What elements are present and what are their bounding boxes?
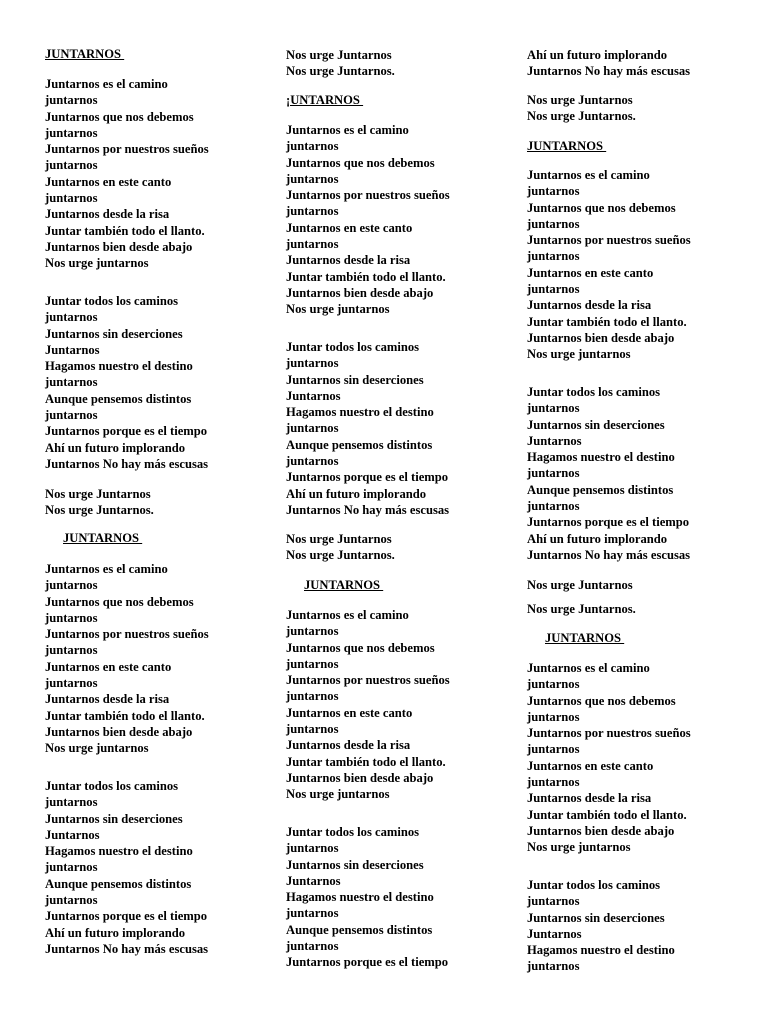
lyric-line: Juntarnos desde la risa — [527, 791, 652, 806]
lyric-line: Juntarnos porque es el tiempo — [527, 515, 690, 530]
lyric-line: Nos urge Juntarnos. — [286, 548, 395, 563]
lyric-line: Juntar todos los caminos — [286, 825, 420, 839]
lyric-line: Juntarnos sin deserciones — [527, 417, 665, 432]
lyric-line: juntarnos — [527, 216, 580, 231]
lyric-line: Hagamos nuestro el destino — [527, 943, 675, 958]
lyric-line: juntarnos — [527, 249, 580, 264]
lyric-line: Juntarnos en este canto — [286, 220, 413, 235]
stanza-1 — [45, 561, 209, 757]
title — [527, 630, 624, 646]
lyric-line: Juntar también todo el llanto. — [527, 314, 687, 329]
lyric-line: Juntarnos es el camino — [286, 608, 409, 622]
title-text: JUNTARNOS — [63, 531, 143, 545]
title-text: JUNTARNOS — [304, 578, 384, 592]
lyric-line: Juntarnos desde la risa — [286, 253, 411, 268]
lyric-line: Juntarnos porque es el tiempo — [286, 955, 449, 970]
lyric-line: juntarnos — [45, 610, 98, 625]
title — [527, 138, 606, 154]
lyric-line: Juntarnos que nos debemos — [45, 594, 194, 609]
lyric-line: Juntar todos los caminos — [286, 340, 420, 354]
lyric-line: Juntarnos No hay más escusas — [527, 64, 691, 79]
lyric-line: Ahí un futuro implorando — [527, 48, 668, 62]
lyric-line: juntarnos — [45, 93, 98, 108]
lyric-line: Juntarnos bien desde abajo — [286, 770, 434, 785]
lyric-line: Juntarnos por nuestros sueños — [527, 726, 691, 741]
stanza-1 — [527, 660, 691, 856]
lyric-line: Juntar también todo el llanto. — [527, 807, 687, 822]
lyric-line: juntarnos — [527, 677, 580, 692]
title — [286, 577, 383, 593]
lyric-line: Juntarnos bien desde abajo — [527, 823, 675, 838]
stanza-3 — [527, 92, 636, 125]
lyric-line: Aunque pensemos distintos — [45, 391, 192, 406]
lyric-line: Juntarnos porque es el tiempo — [286, 470, 449, 485]
lyric-line: Ahí un futuro implorando — [45, 440, 186, 455]
lyric-line: Juntarnos en este canto — [286, 705, 413, 720]
lyric-line: Hagamos nuestro el destino — [45, 844, 193, 859]
lyric-line: Juntarnos desde la risa — [527, 298, 652, 313]
lyric-line: Juntarnos en este canto — [527, 758, 654, 773]
lyric-line: juntarnos — [286, 906, 339, 921]
lyric-line: juntarnos — [45, 578, 98, 593]
lyric-line: juntarnos — [286, 656, 339, 671]
lyric-line: juntarnos — [45, 893, 98, 908]
stanza-3 — [527, 577, 633, 593]
lyric-line: Nos urge Juntarnos. — [286, 64, 395, 79]
lyric-line: Nos urge Juntarnos — [286, 532, 392, 546]
lyric-line: Nos urge juntarnos — [527, 347, 631, 362]
lyric-line: Juntar también todo el llanto. — [286, 754, 446, 769]
lyric-line: Juntar también todo el llanto. — [45, 223, 205, 238]
lyric-line: Juntarnos bien desde abajo — [45, 724, 193, 739]
lyric-line: Juntarnos porque es el tiempo — [45, 909, 208, 924]
lyric-line: Juntarnos por nuestros sueños — [45, 627, 209, 642]
title — [45, 530, 142, 546]
lyric-line: Hagamos nuestro el destino — [527, 450, 675, 465]
lyric-line: juntarnos — [45, 310, 98, 325]
lyric-line: juntarnos — [45, 643, 98, 658]
lyric-line: Juntarnos sin deserciones — [45, 326, 183, 341]
lyric-line: Hagamos nuestro el destino — [286, 405, 434, 420]
lyric-line: juntarnos — [286, 454, 339, 469]
lyric-line: juntarnos — [527, 184, 580, 199]
title-text: ¡UNTARNOS — [286, 93, 364, 107]
stanza-1 — [45, 76, 209, 272]
lyric-line: Nos urge juntarnos — [527, 840, 631, 855]
lyric-line: Nos urge juntarnos — [286, 302, 390, 317]
lyric-line: juntarnos — [45, 795, 98, 810]
lyric-line: Nos urge juntarnos — [45, 741, 149, 756]
lyric-line: juntarnos — [286, 841, 339, 856]
lyric-line: Juntarnos porque es el tiempo — [45, 424, 208, 439]
lyric-line: Juntarnos en este canto — [45, 659, 172, 674]
lyric-line: Juntarnos No hay más escusas — [286, 502, 450, 517]
lyric-line: Juntarnos sin deserciones — [286, 372, 424, 387]
lyric-line: Juntar todos los caminos — [45, 294, 179, 308]
stanza-1 — [527, 167, 691, 363]
stanza-3 — [286, 531, 395, 564]
lyric-line: Nos urge Juntarnos — [527, 578, 633, 592]
lyric-line: juntarnos — [527, 499, 580, 514]
lyric-line: juntarnos — [286, 204, 339, 219]
stanza-2 — [45, 293, 208, 472]
title-text: JUNTARNOS — [45, 47, 125, 61]
lyric-line: Juntarnos desde la risa — [45, 692, 170, 707]
lyric-line: Nos urge Juntarnos — [527, 93, 633, 107]
stanza-1 — [286, 607, 450, 803]
lyric-line: juntarnos — [286, 171, 339, 186]
lyric-line: Juntarnos que nos debemos — [286, 155, 435, 170]
lyric-line: Juntarnos en este canto — [527, 265, 654, 280]
stanza-1 — [286, 122, 450, 318]
lyric-line: Nos urge Juntarnos. — [527, 602, 636, 616]
lyric-line: Aunque pensemos distintos — [286, 437, 433, 452]
lyric-line: Juntarnos No hay más escusas — [527, 547, 691, 562]
lyric-line: juntarnos — [527, 466, 580, 481]
lyric-line: Juntarnos por nuestros sueños — [286, 673, 450, 688]
lyric-line: Juntarnos — [45, 342, 100, 357]
lyric-line: Juntarnos — [286, 388, 341, 403]
lyric-line: juntarnos — [45, 408, 98, 423]
lyric-line: Aunque pensemos distintos — [527, 482, 674, 497]
stanza-2 — [286, 339, 449, 518]
lyric-line: juntarnos — [286, 356, 339, 371]
lyric-line: Hagamos nuestro el destino — [45, 359, 193, 374]
lyric-line: juntarnos — [527, 401, 580, 416]
lyric-line: juntarnos — [527, 282, 580, 297]
title — [45, 46, 124, 62]
lyric-line: Juntar todos los caminos — [527, 385, 661, 399]
lyric-line: juntarnos — [286, 421, 339, 436]
title — [286, 92, 363, 108]
stanza-3 — [527, 601, 636, 617]
lyric-line: juntarnos — [286, 237, 339, 252]
lyric-line: Juntarnos No hay más escusas — [45, 941, 209, 956]
lyric-line: juntarnos — [527, 775, 580, 790]
lyric-line: juntarnos — [45, 676, 98, 691]
lyric-line: Aunque pensemos distintos — [286, 922, 433, 937]
lyric-line: Juntarnos que nos debemos — [527, 693, 676, 708]
lyric-line: Aunque pensemos distintos — [45, 876, 192, 891]
lyric-line: Juntarnos es el camino — [527, 168, 650, 182]
lyric-line: Nos urge juntarnos — [45, 256, 149, 271]
lyric-line: juntarnos — [45, 375, 98, 390]
lyric-line: Juntarnos — [527, 926, 582, 941]
lyric-line: juntarnos — [45, 125, 98, 140]
lyric-line: juntarnos — [286, 139, 339, 154]
lyric-line: juntarnos — [45, 860, 98, 875]
lyric-line: Juntarnos — [527, 433, 582, 448]
stanza-2 — [527, 384, 690, 563]
lyric-line: Nos urge Juntarnos — [45, 487, 151, 501]
lyric-line: Nos urge Juntarnos. — [527, 109, 636, 124]
lyric-line: Juntarnos bien desde abajo — [45, 239, 193, 254]
lyric-line: juntarnos — [286, 939, 339, 954]
lyric-line: Juntar todos los caminos — [45, 779, 179, 793]
stanza-2 — [527, 47, 690, 80]
lyric-line: Juntarnos sin deserciones — [45, 811, 183, 826]
lyric-line: juntarnos — [527, 959, 580, 974]
lyric-line: juntarnos — [286, 722, 339, 737]
lyric-line: Juntar todos los caminos — [527, 878, 661, 892]
lyric-line: juntarnos — [45, 158, 98, 173]
lyric-line: Juntarnos que nos debemos — [527, 200, 676, 215]
stanza-2 — [286, 824, 448, 971]
lyric-line: Juntarnos bien desde abajo — [286, 285, 434, 300]
lyric-line: Juntar también todo el llanto. — [45, 708, 205, 723]
lyric-line: Ahí un futuro implorando — [286, 486, 427, 501]
lyric-line: Nos urge Juntarnos. — [45, 503, 154, 518]
lyric-line: Juntarnos — [45, 827, 100, 842]
lyric-line: Juntarnos sin deserciones — [527, 910, 665, 925]
stanza-3 — [286, 47, 395, 80]
lyric-line: Juntarnos bien desde abajo — [527, 330, 675, 345]
lyric-line: Nos urge juntarnos — [286, 787, 390, 802]
stanza-3 — [45, 486, 154, 519]
lyric-line: Nos urge Juntarnos — [286, 48, 392, 62]
lyric-line: Ahí un futuro implorando — [527, 531, 668, 546]
lyric-line: Juntarnos es el camino — [527, 661, 650, 675]
lyric-line: Juntarnos — [286, 873, 341, 888]
lyric-line: Juntarnos desde la risa — [286, 738, 411, 753]
lyric-line: Juntarnos desde la risa — [45, 207, 170, 222]
lyric-line: juntarnos — [286, 689, 339, 704]
lyric-line: Juntarnos es el camino — [286, 123, 409, 137]
lyric-line: juntarnos — [527, 709, 580, 724]
lyric-line: Juntarnos por nuestros sueños — [45, 142, 209, 157]
lyric-line: Juntarnos en este canto — [45, 174, 172, 189]
lyric-line: Juntarnos que nos debemos — [45, 109, 194, 124]
lyric-line: Juntarnos es el camino — [45, 562, 168, 576]
title-text: JUNTARNOS — [527, 139, 607, 153]
lyric-line: Juntarnos que nos debemos — [286, 640, 435, 655]
lyric-line: Juntar también todo el llanto. — [286, 269, 446, 284]
lyric-line: Ahí un futuro implorando — [45, 925, 186, 940]
title-text: JUNTARNOS — [545, 631, 625, 645]
stanza-2 — [527, 877, 675, 975]
lyric-line: juntarnos — [527, 742, 580, 757]
lyric-line: Juntarnos es el camino — [45, 77, 168, 91]
lyric-line: juntarnos — [286, 624, 339, 639]
lyric-line: Juntarnos No hay más escusas — [45, 456, 209, 471]
stanza-2 — [45, 778, 208, 957]
lyric-line: Hagamos nuestro el destino — [286, 890, 434, 905]
lyric-line: Juntarnos sin deserciones — [286, 857, 424, 872]
lyric-line: Juntarnos por nuestros sueños — [286, 188, 450, 203]
lyric-line: Juntarnos por nuestros sueños — [527, 233, 691, 248]
lyric-line: juntarnos — [45, 191, 98, 206]
lyric-line: juntarnos — [527, 894, 580, 909]
